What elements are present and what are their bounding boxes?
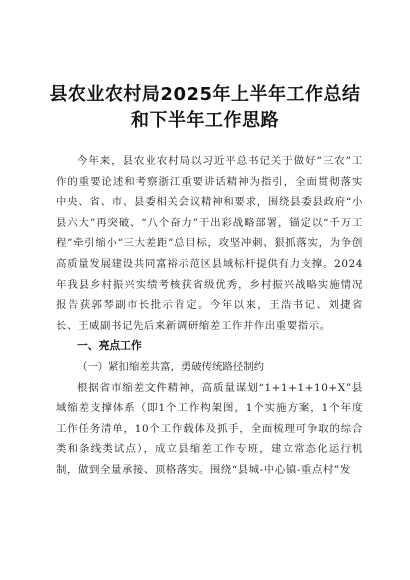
subsection-heading: （一）紧扣缩差共富，勇破传统路径制约 [77, 360, 265, 373]
document-title [40, 82, 370, 134]
title-line-1: 县农业农村局2025年上半年工作总结 [49, 84, 361, 105]
title-line-2: 和下半年工作思路 [131, 110, 279, 131]
section-heading: 一、亮点工作 [77, 339, 142, 353]
intro-paragraph: 今年来，县农业农村局以习近平总书记关于做好“三农”工作的重要论述和考察浙江重要讲话精神为指引，全面贯彻落实中央、省、市、县委相关会议精神和要求，围绕县委县政府“小县六大”再突破、“八个奋力”干出彩战略部署，锚定以“千万工程”牵引缩小“三大差距”总目标，攻坚冲刺、狠抓落实，为争创高质量发展建设共同富裕示范区县域标杆提供有力支撑。2024年我县乡村振兴实绩考核获省级优秀，乡村振兴战略实施情况报告获郭琴副市长批示肯定。今年以来，王浩书记、刘捷省长、王威副书记先后来新调研缩差工作并作出重要指示。 [56, 155, 363, 332]
subsection-paragraph: 根据省市缩差文件精神，高质量谋划“1+1+1+10+X”县域缩差支撑体系（即1个工作构架图，1个实施方案，1个年度工作任务清单，10个工作载体及抓手，全面梳理可争取的综合类和条线类试点），成立县缩差工作专班，建立常态化运行机制，做到全量承接、顶格落实。围绕“县城-中心镇-重点村”发 [56, 381, 363, 476]
document-body [56, 151, 363, 481]
